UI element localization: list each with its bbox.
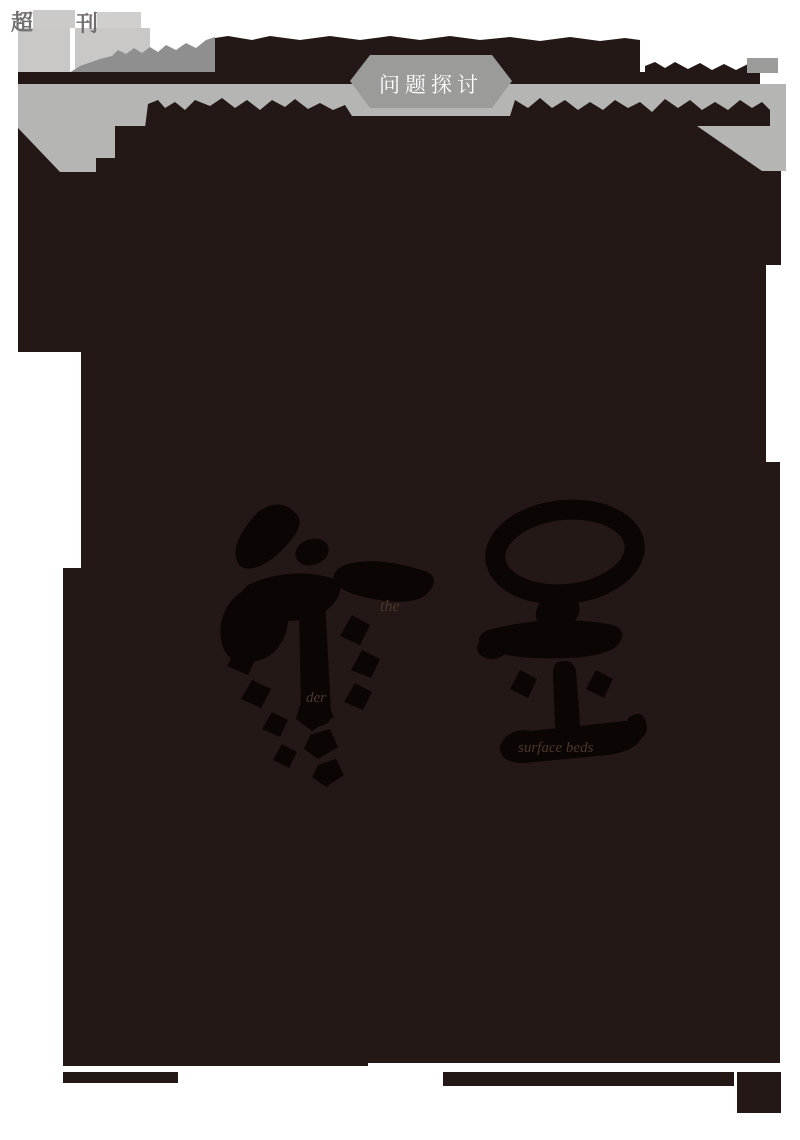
watermark-char-right: 刊 <box>76 11 99 36</box>
footer-corner-block <box>737 1072 781 1113</box>
footer-bar-right <box>443 1072 734 1086</box>
column-badge-label: 问题探讨 <box>379 73 483 97</box>
figure-fragment-der: der <box>306 690 326 706</box>
issue-text-silhouette <box>645 62 757 80</box>
figure-fragment-surface-beds: surface beds <box>518 740 594 756</box>
figure-fragment-the: the <box>380 598 400 615</box>
footer-marks <box>63 1072 781 1113</box>
header-right-mark <box>747 58 778 73</box>
watermark-char-left: 超 <box>11 10 34 35</box>
footer-bar-left <box>63 1072 178 1083</box>
